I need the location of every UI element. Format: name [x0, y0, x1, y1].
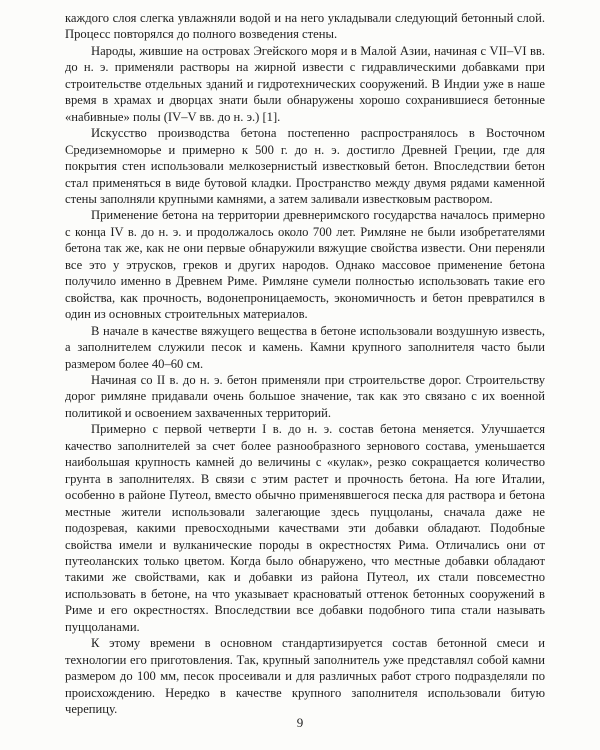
paragraph-binder-aggregate: В начале в качестве вяжущего вещества в бетоне использовали воздушную известь, а заполнителем служили песок и камень. Камни крупного заполнителя часто были размером более 40–60 см.: [65, 323, 545, 371]
paragraph-composition-change: Примерно с первой четверти I в. до н. э. состав бетона меняется. Улучшается качество заполнителей за счет более разнообразного зернового состава, уменьшается наибольшая крупность камней до величины с «кулак», резко сокращается количество грунта в заполнителях. В связи с этим растет и прочность бетона. На юге Италии, особенно в районе Путеол, вместо обычно применявшегося песка для раствора и бетона местные жители использовали залегающие здесь пуццоланы, сначала даже не подозревая, какими превосходными качествами эти добавки обладают. Подобные свойства имели и вулканические породы в окрестностях Рима. Отличались они от путеоланских только цветом. Когда было обнаружено, что местные добавки обладают такими же свойствами, как и добавки из района Путеол, их стали повсеместно использовать в бетоне, на что указывает красноватый оттенок бетонных сооружений в Риме и его окрестностях. Впоследствии все добавки подобного типа стали называть пуццоланами.: [65, 422, 545, 634]
page-text-body: [65, 10, 545, 717]
paragraph-standardization: К этому времени в основном стандартизируется состав бетонной смеси и технологии его приготовления. Так, крупный заполнитель уже представлял собой камни размером до 100 мм, песок просеивали и для различных работ строго подразделяли по происхождению. Нередко в качестве крупного заполнителя использовали битую черепицу.: [65, 636, 545, 717]
page-number: 9: [296, 715, 304, 730]
paragraph-mediterranean-spread: Искусство производства бетона постепенно распространялось в Восточном Средиземноморье и примерно к 500 г. до н. э. достигло Древней Греции, где для покрытия стен использовали мелкозернистый известковый бетон. Впоследствии бетон стал применяться в виде бутовой кладки. Пространство между двумя рядами каменной стены заполняли крупными камнями, а затем заливали известковым раствором.: [65, 126, 545, 206]
paragraph-aegean-peoples: Народы, жившие на островах Эгейского моря и в Малой Азии, начиная с VII–VI вв. до н. э. применяли растворы на жирной извести с гидравлическими добавками при строительстве отдельных зданий и гидротехнических сооружений. В Индии уже в наше время в храмах и дворцах знати были обнаружены хорошо сохранившиеся бетонные «набивные» полы (IV–V вв. до н. э.) [1].: [65, 43, 545, 124]
paragraph-continuation: каждого слоя слегка увлажняли водой и на него укладывали следующий бетонный слой. Процесс повторялся до полного возведения стены.: [65, 11, 545, 42]
paragraph-roman-concrete: Применение бетона на территории древнеримского государства началось примерно с конца IV в. до н. э. и продолжалось около 700 лет. Римляне не были изобретателями бетона так же, как не они первые обнаружили вяжущие свойства извести. Они переняли все это у этрусков, греков и других народов. Однако массовое применение бетона получило именно в Древнем Риме. Римляне сумели полностью использовать такие его свойства, как прочность, водонепроницаемость, экономичность и бетон превратился в один из основных строительных материалов.: [65, 208, 545, 322]
paragraph-road-construction: Начиная со II в. до н. э. бетон применяли при строительстве дорог. Строительству дорог римляне придавали очень большое значение, так как это связано с их военной политикой и освоением захваченных территорий.: [65, 372, 545, 420]
